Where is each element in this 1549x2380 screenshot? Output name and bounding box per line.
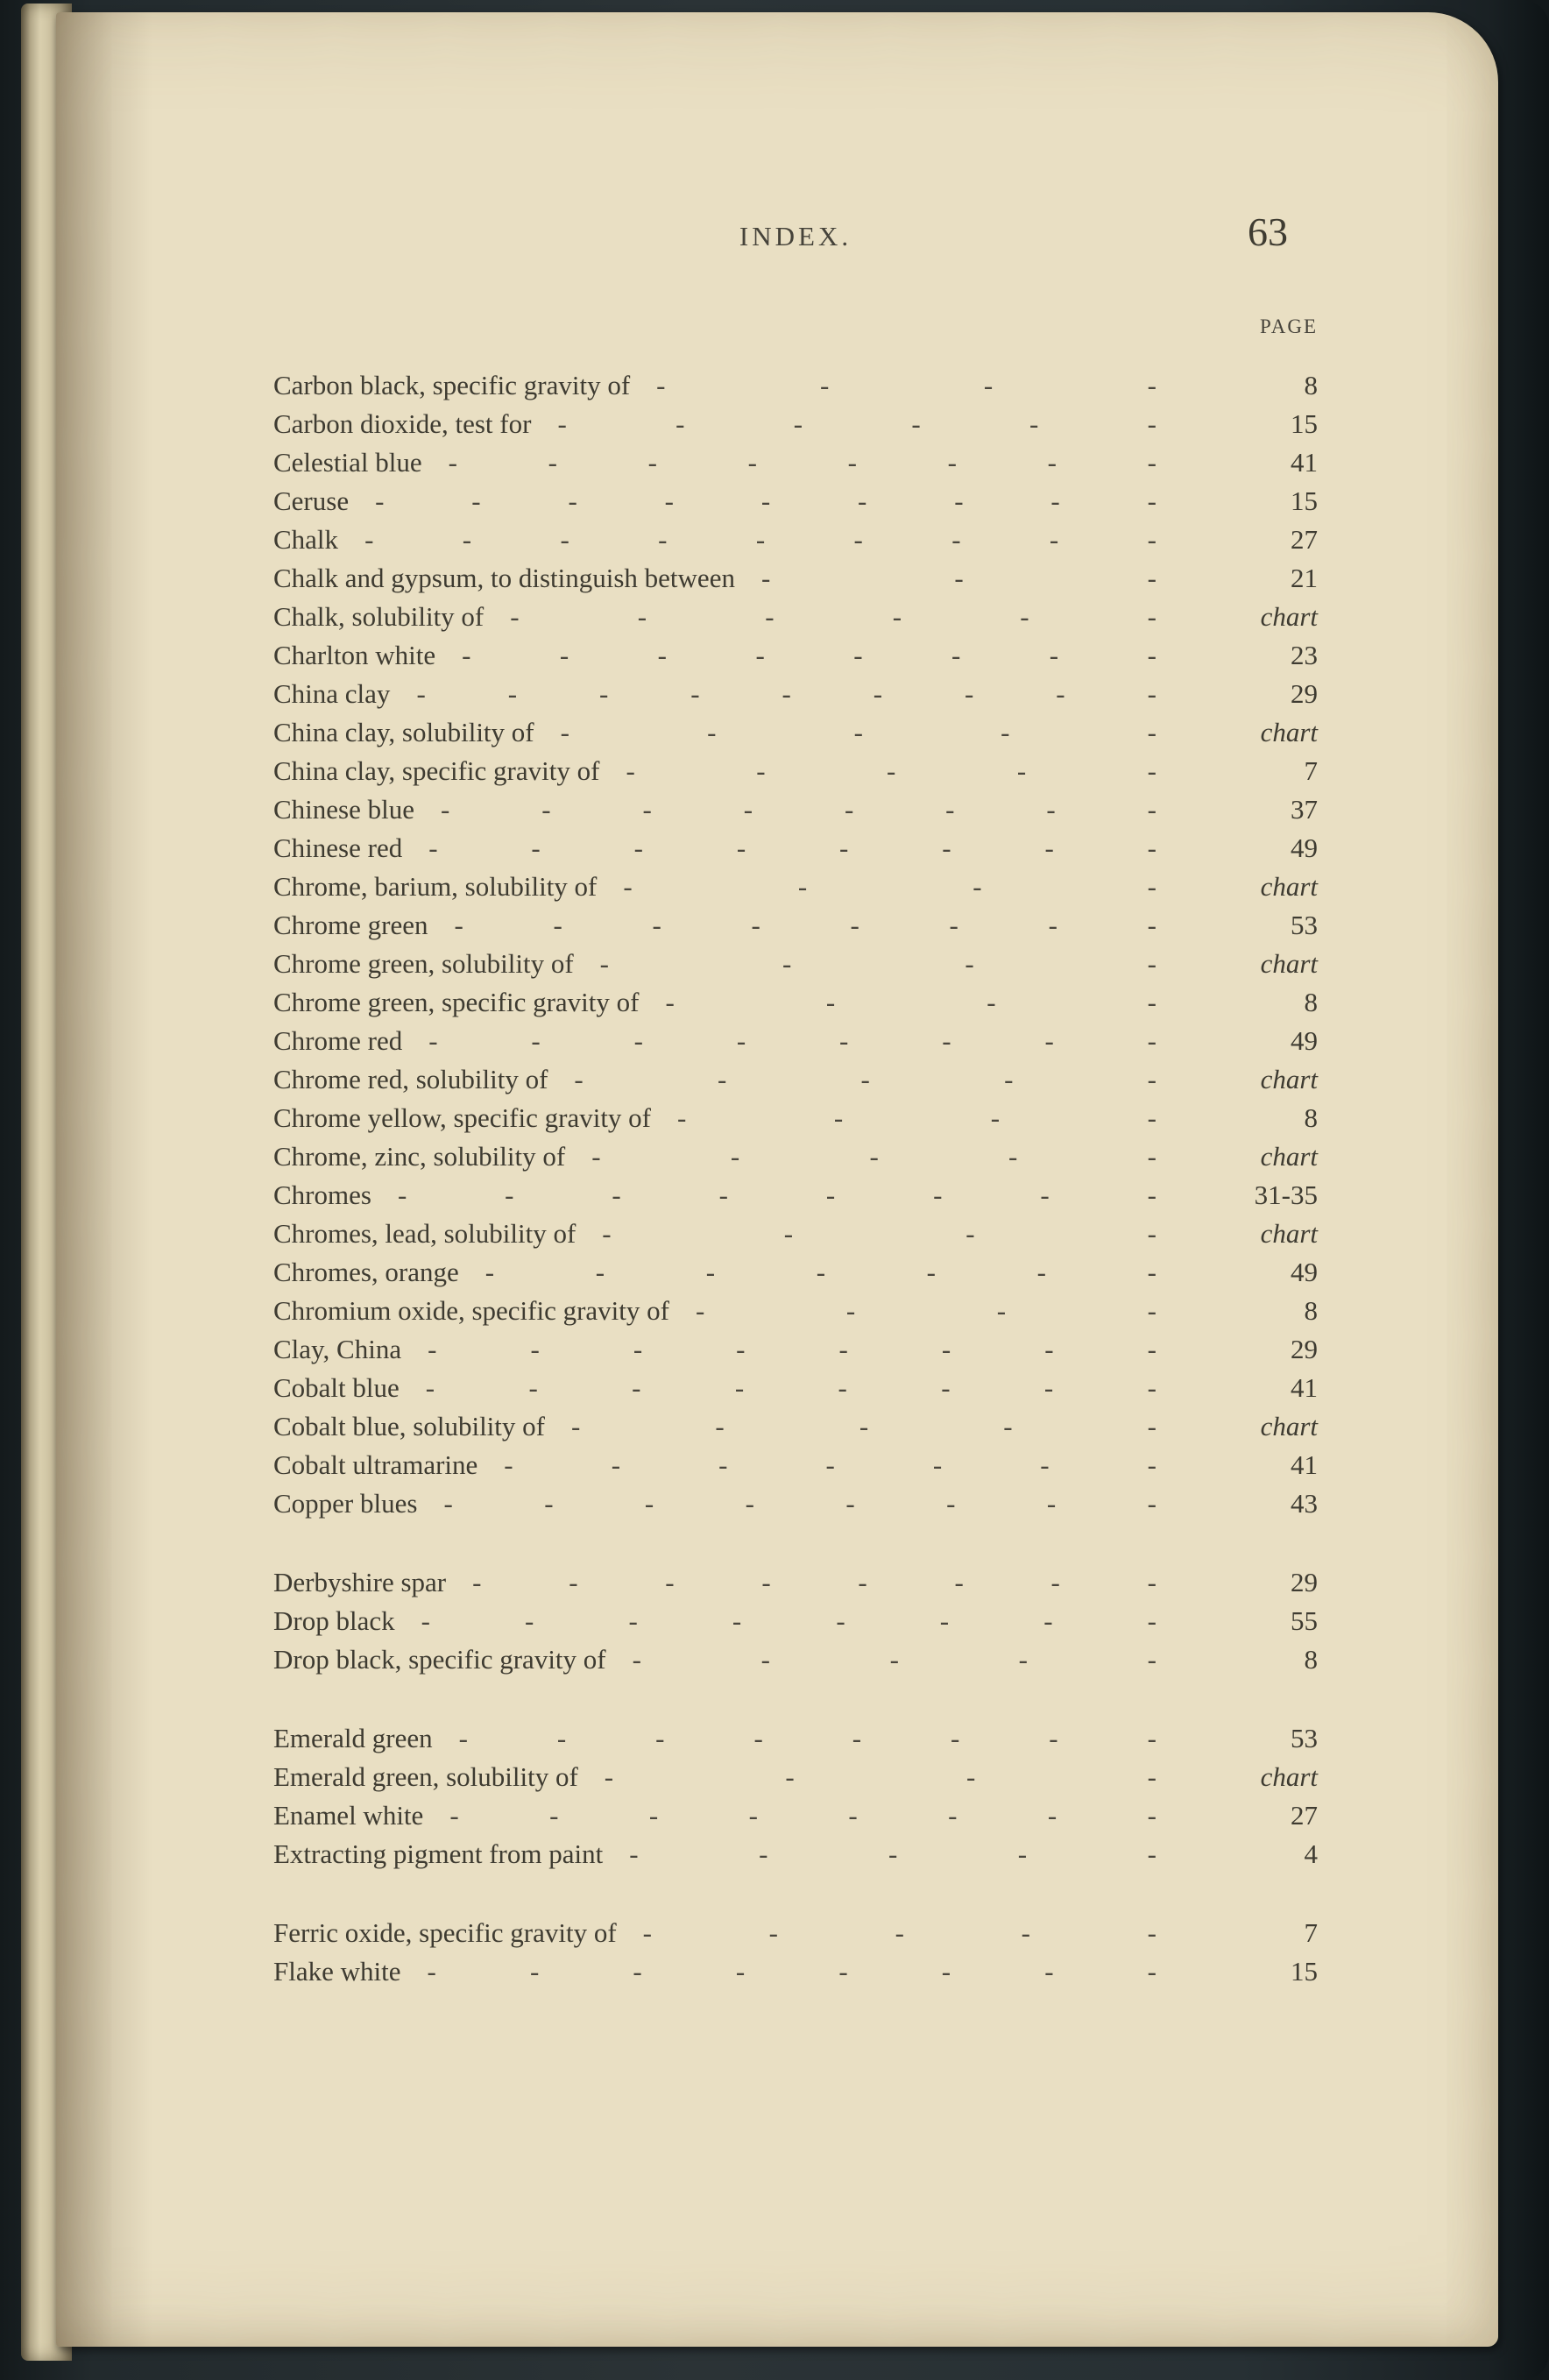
entry-page: chart <box>1260 1218 1318 1249</box>
index-row <box>273 559 1318 598</box>
index-row <box>273 1022 1318 1060</box>
index-row <box>273 1099 1318 1137</box>
dash-leader: - - - - - <box>642 1917 1156 1948</box>
entry-page: chart <box>1260 717 1318 747</box>
index-row <box>273 829 1318 868</box>
index-row <box>273 598 1318 636</box>
index-row <box>273 1640 1318 1679</box>
entry-page: 55 <box>1291 1605 1318 1636</box>
index-row <box>273 1952 1318 1991</box>
dash-leader: - - - - - - - - - <box>375 485 1156 516</box>
index-row <box>273 790 1318 829</box>
index-row <box>273 1796 1318 1835</box>
entry-page: 41 <box>1291 1449 1318 1480</box>
index-row <box>273 1060 1318 1099</box>
dash-leader: - - - - - <box>632 1644 1156 1675</box>
entry-page: 49 <box>1291 832 1318 863</box>
entry-page: 31-35 <box>1254 1179 1318 1210</box>
entry-label: Chrome, zinc, solubility of <box>273 1141 566 1172</box>
dash-leader: - - - - - - <box>557 408 1156 439</box>
entry-label: China clay, solubility of <box>273 717 534 747</box>
dash-leader: - - - - - - - - <box>462 640 1156 670</box>
entry-page: chart <box>1260 1411 1318 1441</box>
dash-leader: - - - - - - - - - <box>416 678 1156 709</box>
entry-label: China clay <box>273 678 391 709</box>
entry-page: chart <box>1260 871 1318 902</box>
index-row <box>273 1835 1318 1874</box>
entry-page: 7 <box>1304 755 1318 786</box>
dash-leader: - - - - <box>656 370 1156 400</box>
index-row <box>273 1215 1318 1253</box>
page-header <box>273 209 1318 277</box>
dash-leader: - - - - - - - - <box>458 1723 1156 1753</box>
entry-label: Chromium oxide, specific gravity of <box>273 1295 669 1326</box>
folio-page-number: 63 <box>1248 209 1288 254</box>
entry-label: Cobalt ultramarine <box>273 1449 478 1480</box>
dash-leader: - - - - - - - <box>504 1449 1156 1480</box>
dash-leader: - - - - <box>602 1218 1156 1249</box>
entry-label: Charlton white <box>273 640 436 670</box>
entry-label: Chromes, orange <box>273 1257 459 1287</box>
entry-label: Ferric oxide, specific gravity of <box>273 1917 617 1948</box>
entry-page: 43 <box>1291 1488 1318 1519</box>
dash-leader: - - - - - - - - <box>454 910 1156 940</box>
page-column-header: PAGE <box>1260 315 1318 337</box>
dash-leader: - - - - - - - <box>485 1257 1156 1287</box>
index-row <box>273 1758 1318 1796</box>
entry-label: Ceruse <box>273 485 350 516</box>
index-row <box>273 1292 1318 1330</box>
entry-page: chart <box>1260 601 1318 632</box>
dash-leader: - - - - - - - - <box>397 1179 1156 1210</box>
entry-label: Chrome green <box>273 910 428 940</box>
entry-page: chart <box>1260 948 1318 979</box>
entry-page: chart <box>1260 1141 1318 1172</box>
page-content <box>273 209 1318 1991</box>
index-row <box>273 675 1318 713</box>
entry-page: 15 <box>1291 408 1318 439</box>
page-title: INDEX. <box>739 221 852 251</box>
entry-label: Chalk and gypsum, to distinguish between <box>273 563 735 593</box>
entry-page: 15 <box>1291 485 1318 516</box>
entry-label: Emerald green <box>273 1723 433 1753</box>
entry-page: 8 <box>1304 1295 1318 1326</box>
dash-leader: - - - - - <box>571 1411 1156 1441</box>
entry-label: Extracting pigment from paint <box>273 1838 604 1869</box>
entry-page: 29 <box>1291 1334 1318 1364</box>
entry-label: Derbyshire spar <box>273 1567 447 1597</box>
entry-page: 8 <box>1304 370 1318 400</box>
entry-page: chart <box>1260 1064 1318 1094</box>
dash-leader: - - - - <box>604 1761 1156 1792</box>
entry-page: 53 <box>1291 1723 1318 1753</box>
entry-page: 41 <box>1291 447 1318 478</box>
entry-page: 23 <box>1291 640 1318 670</box>
entry-label: Cobalt blue, solubility of <box>273 1411 545 1441</box>
dash-leader: - - - - <box>695 1295 1156 1326</box>
entry-page: chart <box>1260 1761 1318 1792</box>
dash-leader: - - - - - - - - <box>427 1956 1156 1987</box>
index-row <box>273 906 1318 945</box>
entry-label: Clay, China <box>273 1334 402 1364</box>
index-row <box>273 1719 1318 1758</box>
dash-leader: - - - - - - - - <box>428 1025 1156 1056</box>
index-row <box>273 482 1318 521</box>
dash-leader: - - - - <box>623 871 1156 902</box>
dash-leader: - - - - - - - - <box>425 1372 1156 1403</box>
index-row <box>273 366 1318 405</box>
index-row <box>273 945 1318 983</box>
dash-leader: - - - - - <box>629 1838 1156 1869</box>
dash-leader: - - - - - - - - <box>441 794 1156 825</box>
entry-label: Emerald green, solubility of <box>273 1761 578 1792</box>
dash-leader: - - - - - - - - - <box>364 524 1156 555</box>
index-row <box>273 1253 1318 1292</box>
entry-label: Celestial blue <box>273 447 422 478</box>
index-row <box>273 1137 1318 1176</box>
index-row <box>273 1563 1318 1602</box>
entry-label: Carbon dioxide, test for <box>273 408 532 439</box>
index-list <box>273 366 1318 1991</box>
entry-page: 41 <box>1291 1372 1318 1403</box>
dash-leader: - - - - - - - - <box>449 1800 1156 1831</box>
index-group <box>273 366 1318 1523</box>
index-row <box>273 1176 1318 1215</box>
entry-label: Cobalt blue <box>273 1372 400 1403</box>
index-row <box>273 521 1318 559</box>
entry-label: Chrome red <box>273 1025 403 1056</box>
entry-label: Chromes, lead, solubility of <box>273 1218 576 1249</box>
index-row <box>273 636 1318 675</box>
dash-leader: - - - - <box>677 1102 1156 1133</box>
entry-label: Drop black <box>273 1605 395 1636</box>
entry-label: Chrome green, specific gravity of <box>273 987 640 1017</box>
index-row <box>273 1330 1318 1369</box>
index-row <box>273 752 1318 790</box>
book-page <box>56 12 1498 2347</box>
entry-page: 8 <box>1304 987 1318 1017</box>
entry-label: Flake white <box>273 1956 401 1987</box>
dash-leader: - - - - - - - - <box>421 1605 1156 1636</box>
index-row <box>273 1914 1318 1952</box>
entry-label: Copper blues <box>273 1488 418 1519</box>
index-row <box>273 1369 1318 1407</box>
index-group <box>273 1719 1318 1874</box>
entry-label: Chinese blue <box>273 794 414 825</box>
index-row <box>273 1484 1318 1523</box>
entry-page: 8 <box>1304 1644 1318 1675</box>
entry-label: Chrome red, solubility of <box>273 1064 548 1094</box>
entry-label: Chinese red <box>273 832 403 863</box>
index-row <box>273 868 1318 906</box>
dash-leader: - - - - - - - - <box>472 1567 1156 1597</box>
index-row <box>273 713 1318 752</box>
dash-leader: - - - - - <box>591 1141 1156 1172</box>
entry-page: 15 <box>1291 1956 1318 1987</box>
entry-page: 53 <box>1291 910 1318 940</box>
entry-page: 29 <box>1291 678 1318 709</box>
index-group <box>273 1563 1318 1679</box>
entry-page: 49 <box>1291 1025 1318 1056</box>
index-group <box>273 1914 1318 1991</box>
entry-page: 29 <box>1291 1567 1318 1597</box>
index-row <box>273 1602 1318 1640</box>
dash-leader: - - - - - - - - <box>448 447 1156 478</box>
dash-leader: - - - - - - - - <box>428 1334 1156 1364</box>
entry-label: Drop black, specific gravity of <box>273 1644 606 1675</box>
entry-label: Carbon black, specific gravity of <box>273 370 631 400</box>
dash-leader: - - - - - <box>560 717 1156 747</box>
entry-label: Chalk, solubility of <box>273 601 485 632</box>
entry-page: 21 <box>1291 563 1318 593</box>
index-row <box>273 1407 1318 1446</box>
dash-leader: - - - - <box>599 948 1156 979</box>
dash-leader: - - - - - - <box>510 601 1156 632</box>
entry-page: 4 <box>1304 1838 1318 1869</box>
entry-label: Enamel white <box>273 1800 424 1831</box>
index-row <box>273 1446 1318 1484</box>
entry-page: 27 <box>1291 524 1318 555</box>
entry-label: China clay, specific gravity of <box>273 755 600 786</box>
entry-page: 37 <box>1291 794 1318 825</box>
entry-label: Chromes <box>273 1179 371 1210</box>
entry-page: 49 <box>1291 1257 1318 1287</box>
dash-leader: - - - <box>760 563 1156 593</box>
entry-page: 8 <box>1304 1102 1318 1133</box>
dash-leader: - - - - - <box>574 1064 1156 1094</box>
dash-leader: - - - - - <box>626 755 1156 786</box>
entry-label: Chrome yellow, specific gravity of <box>273 1102 652 1133</box>
dash-leader: - - - - - - - - <box>443 1488 1156 1519</box>
index-row <box>273 405 1318 443</box>
dash-leader: - - - - <box>665 987 1156 1017</box>
index-row <box>273 443 1318 482</box>
entry-page: 7 <box>1304 1917 1318 1948</box>
entry-label: Chrome green, solubility of <box>273 948 574 979</box>
entry-label: Chalk <box>273 524 339 555</box>
index-row <box>273 983 1318 1022</box>
dash-leader: - - - - - - - - <box>428 832 1156 863</box>
entry-label: Chrome, barium, solubility of <box>273 871 598 902</box>
entry-page: 27 <box>1291 1800 1318 1831</box>
